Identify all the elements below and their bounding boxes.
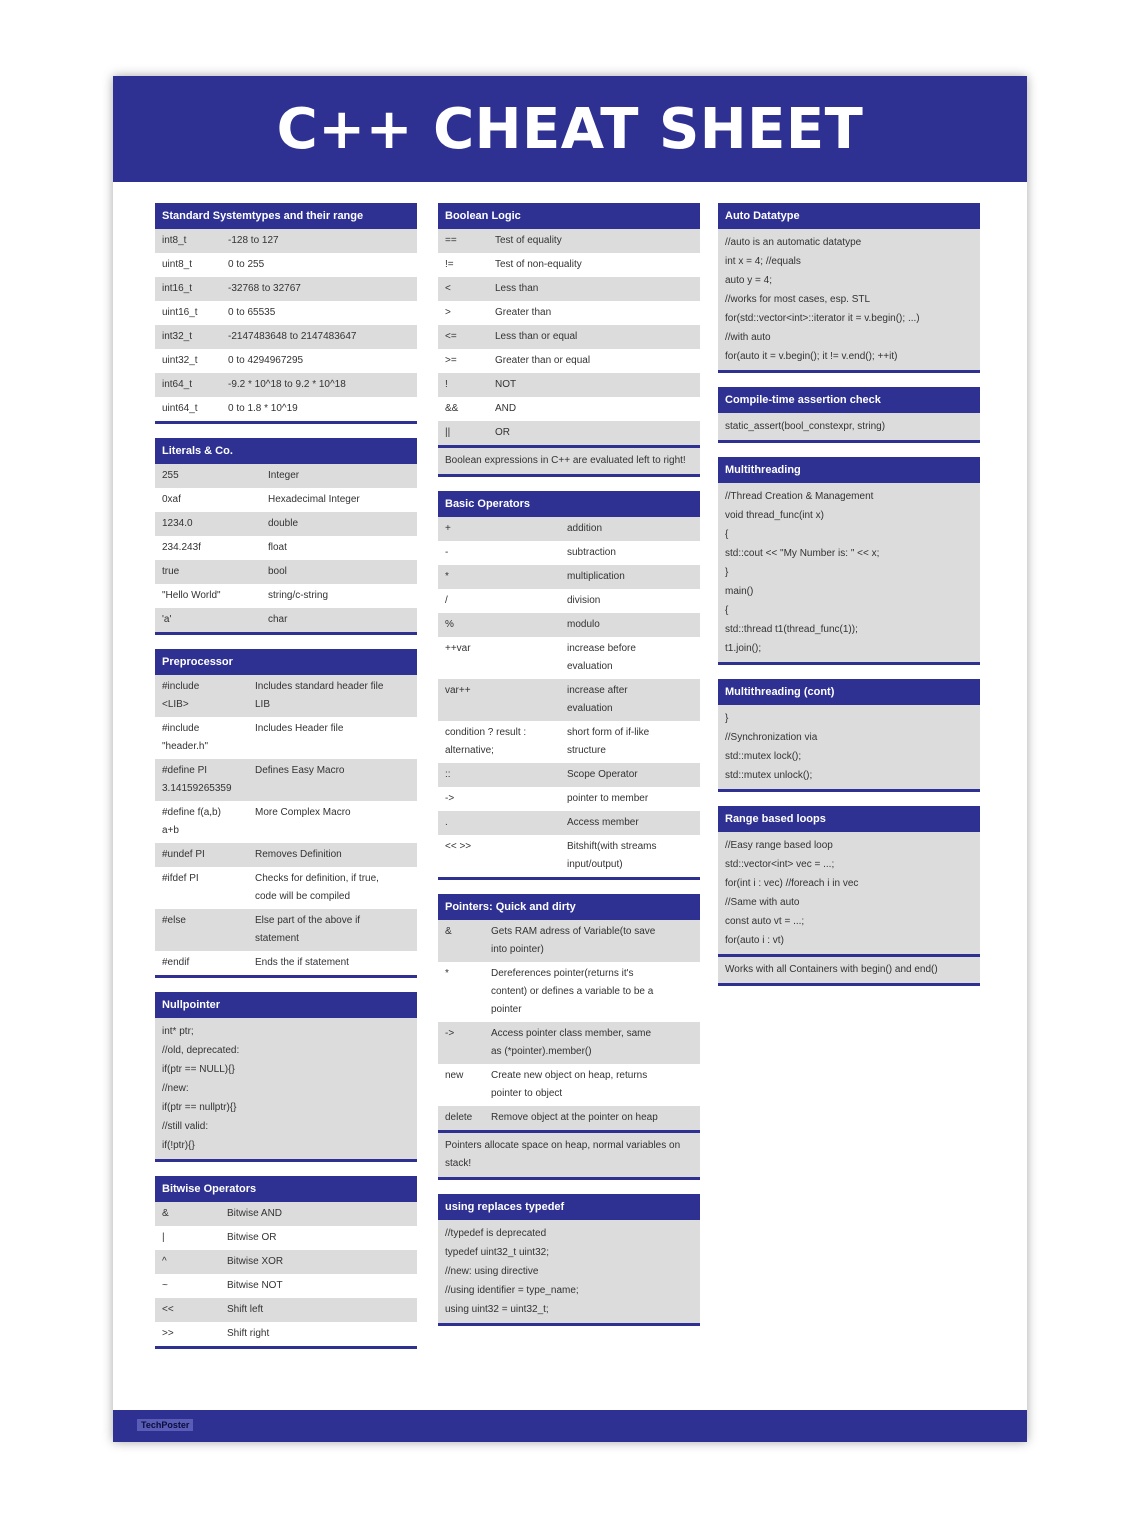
code-line: t1.join();: [725, 643, 762, 654]
table-row: [155, 909, 417, 951]
row-term: uint16_t: [162, 307, 198, 318]
table-row: [438, 962, 700, 1022]
row-term: int16_t: [162, 283, 193, 294]
table-row: [155, 1226, 417, 1250]
code-line: const auto vt = ...;: [725, 916, 805, 927]
code-block: [155, 1018, 417, 1159]
section-table: [438, 229, 700, 445]
code-line: void thread_func(int x): [725, 510, 824, 521]
row-term: -: [445, 547, 449, 558]
row-description: division: [567, 595, 601, 606]
code-line: //Same with auto: [725, 897, 800, 908]
row-description: pointer to member: [567, 793, 649, 804]
table-row: [155, 373, 417, 397]
section-title: Pointers: Quick and dirty: [438, 894, 700, 920]
code-line: main(): [725, 586, 754, 597]
row-description: -32768 to 32767: [228, 283, 301, 294]
row-description: Less than: [495, 283, 539, 294]
row-term: condition ? result : alternative;: [445, 727, 527, 756]
section-title: Standard Systemtypes and their range: [155, 203, 417, 229]
row-description: More Complex Macro: [255, 807, 351, 818]
row-term: #else: [162, 915, 186, 926]
row-term: !: [445, 379, 448, 390]
table-row: [155, 349, 417, 373]
code-line: std::mutex lock();: [725, 751, 802, 762]
section-title: Multithreading (cont): [718, 679, 980, 705]
code-block: [438, 1220, 700, 1323]
table-row: [438, 421, 700, 445]
table-row: [438, 613, 700, 637]
row-term: ||: [445, 427, 451, 438]
row-term: ++var: [445, 643, 471, 654]
section-using: [438, 1194, 700, 1326]
code-block: [718, 413, 980, 440]
row-description: subtraction: [567, 547, 616, 558]
page-title: C++ CHEAT SHEET: [276, 96, 864, 162]
row-term: 255: [162, 470, 179, 481]
table-row: [438, 325, 700, 349]
row-term: int32_t: [162, 331, 193, 342]
row-description: Bitwise AND: [227, 1208, 283, 1219]
table-row: [438, 541, 700, 565]
column-left: [155, 203, 417, 1363]
row-description: addition: [567, 523, 603, 534]
table-row: [438, 787, 700, 811]
row-description: Remove object at the pointer on heap: [491, 1112, 658, 1123]
row-term: ::: [445, 769, 451, 780]
row-description: short form of if-like structure: [567, 727, 650, 756]
table-row: [155, 1322, 417, 1346]
table-row: [155, 759, 417, 801]
row-description: Includes Header file: [255, 723, 344, 734]
cheat-sheet-poster: [113, 76, 1027, 1442]
code-line: std::mutex unlock();: [725, 770, 813, 781]
row-term: "Hello World": [162, 590, 221, 601]
table-row: [155, 512, 417, 536]
table-row: [438, 679, 700, 721]
code-line: using uint32 = uint32_t;: [445, 1304, 549, 1315]
table-row: [438, 373, 700, 397]
table-row: [438, 637, 700, 679]
table-row: [438, 565, 700, 589]
row-term: 'a': [162, 614, 172, 625]
row-term: new: [445, 1070, 464, 1081]
row-term: >: [445, 307, 451, 318]
row-term: #ifdef PI: [162, 873, 199, 884]
code-line: for(auto i : vt): [725, 935, 784, 946]
section-title: Multithreading: [718, 457, 980, 483]
code-line: auto y = 4;: [725, 275, 772, 286]
section-title: Nullpointer: [155, 992, 417, 1018]
poster-header: [113, 76, 1027, 182]
column-right: [718, 203, 980, 1000]
table-row: [155, 675, 417, 717]
code-line: //works for most cases, esp. STL: [725, 294, 871, 305]
row-term: ~: [162, 1280, 168, 1291]
row-term: +: [445, 523, 451, 534]
row-description: increase after evaluation: [567, 685, 628, 714]
row-term: delete: [445, 1112, 473, 1123]
row-term: true: [162, 566, 180, 577]
section-table: [438, 920, 700, 1130]
row-description: Removes Definition: [255, 849, 342, 860]
section-title: Literals & Co.: [155, 438, 417, 464]
row-term: %: [445, 619, 454, 630]
code-line: for(std::vector<int>::iterator it = v.begin(); ...): [725, 313, 920, 324]
row-description: Ends the if statement: [255, 957, 349, 968]
table-row: [155, 1250, 417, 1274]
row-description: float: [268, 542, 287, 553]
row-description: Defines Easy Macro: [255, 765, 345, 776]
table-row: [155, 717, 417, 759]
section-title: Bitwise Operators: [155, 1176, 417, 1202]
section-operators: [438, 491, 700, 880]
table-row: [438, 1022, 700, 1064]
row-term: *: [445, 968, 449, 979]
row-description: double: [268, 518, 299, 529]
column-middle: [438, 203, 700, 1340]
row-term: &&: [445, 403, 459, 414]
table-row: [438, 397, 700, 421]
section-multithreading: [718, 457, 980, 665]
row-description: 0 to 4294967295: [228, 355, 304, 366]
table-row: [155, 397, 417, 421]
code-line: //Easy range based loop: [725, 840, 833, 851]
row-description: char: [268, 614, 288, 625]
section-boolean: [438, 203, 700, 477]
code-line: //typedef is deprecated: [445, 1228, 547, 1239]
code-line: //auto is an automatic datatype: [725, 237, 862, 248]
table-row: [438, 589, 700, 613]
code-line: }: [725, 713, 729, 724]
section-title: Auto Datatype: [718, 203, 980, 229]
table-row: [438, 253, 700, 277]
section-title: Compile-time assertion check: [718, 387, 980, 413]
code-line: if(!ptr){}: [162, 1140, 195, 1151]
row-term: 1234.0: [162, 518, 193, 529]
code-line: std::vector<int> vec = ...;: [725, 859, 835, 870]
section-title: Range based loops: [718, 806, 980, 832]
row-description: multiplication: [567, 571, 625, 582]
row-term: uint64_t: [162, 403, 198, 414]
code-line: //still valid:: [162, 1121, 209, 1132]
table-row: [155, 301, 417, 325]
row-term: *: [445, 571, 449, 582]
row-description: Bitshift(with streams input/output): [567, 841, 657, 870]
code-block: [718, 705, 980, 789]
row-description: Access member: [567, 817, 639, 828]
row-description: Access pointer class member, same as (*pointer).member(): [491, 1028, 652, 1057]
code-block: [718, 229, 980, 370]
row-description: Scope Operator: [567, 769, 638, 780]
row-term: 234.243f: [162, 542, 201, 553]
table-row: [438, 721, 700, 763]
row-term: uint8_t: [162, 259, 193, 270]
code-line: for(auto it = v.begin(); it != v.end(); ++it): [725, 351, 898, 362]
code-line: int* ptr;: [162, 1026, 194, 1037]
row-description: 0 to 1.8 * 10^19: [228, 403, 298, 414]
table-row: [155, 253, 417, 277]
row-term: #include "header.h": [162, 723, 209, 752]
row-term: /: [445, 595, 448, 606]
table-row: [155, 560, 417, 584]
table-row: [438, 1106, 700, 1130]
section-range-loops: [718, 806, 980, 986]
section-note: Works with all Containers with begin() and end(): [718, 954, 980, 983]
row-term: <=: [445, 331, 457, 342]
row-term: !=: [445, 259, 454, 270]
row-description: Less than or equal: [495, 331, 578, 342]
row-term: ^: [162, 1256, 167, 1267]
table-row: [155, 277, 417, 301]
code-line: {: [725, 529, 729, 540]
row-term: |: [162, 1232, 165, 1243]
row-description: increase before evaluation: [567, 643, 636, 672]
row-description: modulo: [567, 619, 600, 630]
table-row: [155, 843, 417, 867]
row-term: &: [445, 926, 452, 937]
table-row: [438, 835, 700, 877]
row-description: Checks for definition, if true, code will be compiled: [255, 873, 379, 902]
section-pointers: [438, 894, 700, 1180]
table-row: [438, 763, 700, 787]
row-description: Greater than: [495, 307, 552, 318]
row-term: << >>: [445, 841, 472, 852]
row-term: .: [445, 817, 448, 828]
row-description: Shift left: [227, 1304, 264, 1315]
row-description: -9.2 * 10^18 to 9.2 * 10^18: [228, 379, 346, 390]
table-row: [155, 229, 417, 253]
row-description: Gets RAM adress of Variable(to save into pointer): [491, 926, 656, 955]
row-term: int64_t: [162, 379, 193, 390]
table-row: [155, 801, 417, 843]
section-title: Basic Operators: [438, 491, 700, 517]
section-static-assert: [718, 387, 980, 443]
row-description: Else part of the above if statement: [255, 915, 361, 944]
section-multithreading-cont: [718, 679, 980, 792]
row-description: Integer: [268, 470, 300, 481]
code-line: for(int i : vec) //foreach i in vec: [725, 878, 859, 889]
section-note: Boolean expressions in C++ are evaluated left to right!: [438, 445, 700, 474]
table-row: [155, 951, 417, 975]
code-line: //new:: [162, 1083, 189, 1094]
row-description: -128 to 127: [228, 235, 279, 246]
code-line: std::cout << "My Number is: " << x;: [725, 548, 880, 559]
code-block: [718, 483, 980, 662]
row-description: AND: [495, 403, 517, 414]
code-line: //Thread Creation & Management: [725, 491, 874, 502]
table-row: [438, 811, 700, 835]
row-description: 0 to 65535: [228, 307, 276, 318]
row-term: ->: [445, 793, 455, 804]
table-row: [438, 301, 700, 325]
section-title: Preprocessor: [155, 649, 417, 675]
code-line: int x = 4; //equals: [725, 256, 801, 267]
row-description: Dereferences pointer(returns it's content) or defines a variable to be a pointer: [491, 968, 654, 1015]
table-row: [155, 584, 417, 608]
section-std-types: [155, 203, 417, 424]
code-line: static_assert(bool_constexpr, string): [725, 421, 886, 432]
row-description: string/c-string: [268, 590, 329, 601]
row-term: >>: [162, 1328, 174, 1339]
row-description: Test of non-equality: [495, 259, 582, 270]
row-description: NOT: [495, 379, 517, 390]
row-description: Greater than or equal: [495, 355, 591, 366]
row-term: &: [162, 1208, 169, 1219]
section-table: [438, 517, 700, 877]
row-description: Bitwise XOR: [227, 1256, 284, 1267]
table-row: [155, 464, 417, 488]
row-description: bool: [268, 566, 287, 577]
code-line: typedef uint32_t uint32;: [445, 1247, 549, 1258]
row-description: OR: [495, 427, 510, 438]
row-term: ==: [445, 235, 457, 246]
row-term: #define PI 3.14159265359: [162, 765, 232, 794]
table-row: [155, 1298, 417, 1322]
table-row: [438, 1064, 700, 1106]
row-term: #include <LIB>: [162, 681, 200, 710]
row-term: #undef PI: [162, 849, 205, 860]
section-table: [155, 1202, 417, 1346]
table-row: [155, 1202, 417, 1226]
row-description: Create new object on heap, returns pointer to object: [491, 1070, 648, 1099]
row-description: Hexadecimal Integer: [268, 494, 360, 505]
table-row: [155, 867, 417, 909]
row-term: 0xaf: [162, 494, 181, 505]
row-description: Bitwise OR: [227, 1232, 277, 1243]
table-row: [155, 608, 417, 632]
row-description: Shift right: [227, 1328, 270, 1339]
code-line: //old, deprecated:: [162, 1045, 240, 1056]
row-term: <<: [162, 1304, 174, 1315]
section-table: [155, 229, 417, 421]
table-row: [438, 229, 700, 253]
row-term: #define f(a,b) a+b: [162, 807, 221, 836]
table-row: [438, 517, 700, 541]
row-description: Bitwise NOT: [227, 1280, 283, 1291]
section-title: Boolean Logic: [438, 203, 700, 229]
section-title: using replaces typedef: [438, 1194, 700, 1220]
row-term: <: [445, 283, 451, 294]
poster-footer: [113, 1410, 1027, 1442]
code-line: //using identifier = type_name;: [445, 1285, 579, 1296]
section-nullpointer: [155, 992, 417, 1162]
section-table: [155, 675, 417, 975]
table-row: [438, 920, 700, 962]
code-line: //new: using directive: [445, 1266, 539, 1277]
section-bitwise: [155, 1176, 417, 1349]
row-term: ->: [445, 1028, 455, 1039]
row-description: -2147483648 to 2147483647: [228, 331, 357, 342]
table-row: [155, 536, 417, 560]
row-term: #endif: [162, 957, 190, 968]
table-row: [155, 488, 417, 512]
code-line: }: [725, 567, 729, 578]
brand-logo: TechPoster: [137, 1419, 193, 1431]
row-term: uint32_t: [162, 355, 198, 366]
row-term: >=: [445, 355, 457, 366]
section-note: Pointers allocate space on heap, normal variables on stack!: [438, 1130, 700, 1177]
code-line: //with auto: [725, 332, 771, 343]
section-preprocessor: [155, 649, 417, 978]
code-line: //Synchronization via: [725, 732, 818, 743]
code-line: {: [725, 605, 729, 616]
code-line: std::thread t1(thread_func(1));: [725, 624, 858, 635]
table-row: [155, 325, 417, 349]
section-auto: [718, 203, 980, 373]
table-row: [438, 277, 700, 301]
section-table: [155, 464, 417, 632]
row-term: var++: [445, 685, 471, 696]
code-line: if(ptr == nullptr){}: [162, 1102, 237, 1113]
row-description: 0 to 255: [228, 259, 265, 270]
table-row: [155, 1274, 417, 1298]
section-literals: [155, 438, 417, 635]
row-term: int8_t: [162, 235, 187, 246]
row-description: Includes standard header file LIB: [255, 681, 384, 710]
code-line: if(ptr == NULL){}: [162, 1064, 235, 1075]
row-description: Test of equality: [495, 235, 562, 246]
code-block: [718, 832, 980, 954]
table-row: [438, 349, 700, 373]
